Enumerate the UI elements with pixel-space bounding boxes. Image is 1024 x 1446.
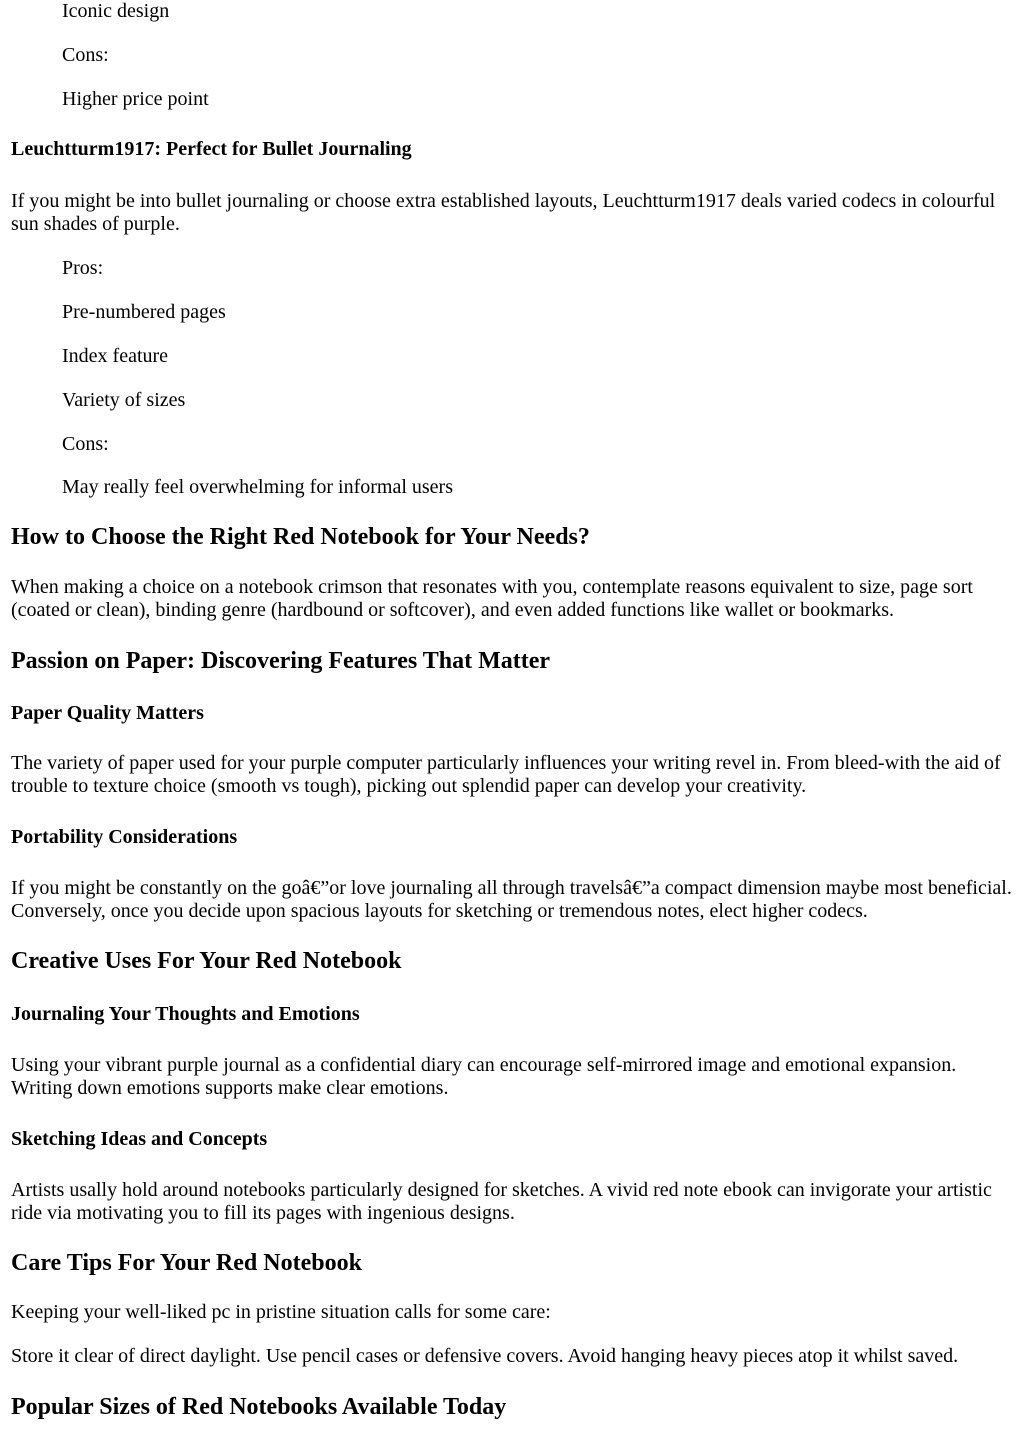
paragraph-journaling: Using your vibrant purple journal as a confidential diary can encourage self-mirrored image and emotional expansion. Writing down emotions supports make clear emotions. <box>11 1054 957 1099</box>
list-item-pre-numbered: Pre-numbered pages <box>62 301 226 323</box>
paragraph-how-to-choose: When making a choice on a notebook crimson that resonates with you, contemplate reasons equivalent to size, page sort (coated or clean), binding genre (hardbound or softcover), and even added functions like wallet or bookmarks. <box>11 576 973 621</box>
paragraph-leuchtturm: If you might be into bullet journaling or choose extra established layouts, Leuchtturm1917 deals varied codecs in colourful sun shades of purple. <box>11 190 996 235</box>
heading-portability: Portability Considerations <box>11 826 238 848</box>
paragraph-portability: If you might be constantly on the goâ€”or love journaling all through travelsâ€”a compact dimension maybe most beneficial. Conversely, once you decide upon spacious layouts for sketching or tremendous notes, elect higher codecs. <box>11 877 1012 922</box>
paragraph-sketching: Artists usally hold around notebooks particularly designed for sketches. A vivid red note ebook can invigorate your artistic ride via motivating you to fill its pages with ingenious designs. <box>11 1179 992 1224</box>
list-item-iconic-design: Iconic design <box>62 0 170 22</box>
heading-care-tips: Care Tips For Your Red Notebook <box>11 1250 362 1276</box>
heading-how-to-choose: How to Choose the Right Red Notebook for Your Needs? <box>11 524 590 550</box>
heading-paper-quality: Paper Quality Matters <box>11 702 204 724</box>
heading-creative-uses: Creative Uses For Your Red Notebook <box>11 948 402 974</box>
list-item-overwhelming: May really feel overwhelming for informal users <box>62 476 453 498</box>
paragraph-care-intro: Keeping your well-liked pc in pristine situation calls for some care: <box>11 1301 551 1323</box>
list-item-pros-label: Pros: <box>62 257 104 279</box>
list-item-higher-price: Higher price point <box>62 88 209 110</box>
list-item-index-feature: Index feature <box>62 345 169 367</box>
list-item-cons-label-2: Cons: <box>62 433 109 455</box>
heading-leuchtturm: Leuchtturm1917: Perfect for Bullet Journaling <box>11 138 412 160</box>
paragraph-paper-quality: The variety of paper used for your purple computer particularly influences your writing revel in. From bleed-with the aid of trouble to texture choice (smooth vs tough), picking out splendid paper can develop your creativity. <box>11 752 1001 797</box>
paragraph-care-tips: Store it clear of direct daylight. Use pencil cases or defensive covers. Avoid hanging heavy pieces atop it whilst saved. <box>11 1345 959 1367</box>
heading-sketching: Sketching Ideas and Concepts <box>11 1128 268 1150</box>
list-item-cons-label: Cons: <box>62 44 109 66</box>
heading-passion-on-paper: Passion on Paper: Discovering Features That Matter <box>11 648 551 674</box>
list-item-variety-sizes: Variety of sizes <box>62 389 186 411</box>
heading-popular-sizes: Popular Sizes of Red Notebooks Available Today <box>11 1394 507 1420</box>
heading-journaling: Journaling Your Thoughts and Emotions <box>11 1003 360 1025</box>
